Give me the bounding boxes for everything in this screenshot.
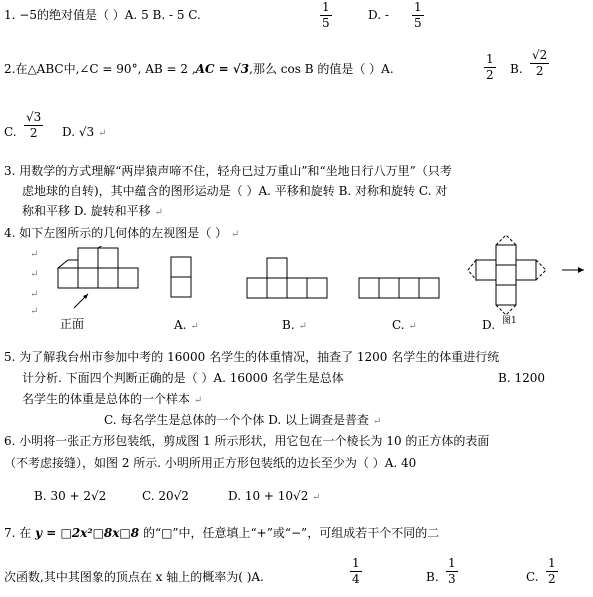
- q7-opt-b-fraction: $\frac{1}{3}$: [448, 556, 456, 586]
- q4-return-mark: ↵: [30, 269, 39, 280]
- q4-front-label: 正面: [60, 317, 85, 331]
- q6-line2: （不考虑接缝），如图 2 所示. 小明所用正方形包装纸的边长至少为（ ）A. 40: [4, 456, 417, 470]
- q4-opt-c-label: C. ↵: [392, 318, 417, 332]
- q7-opt-b-label: B.: [426, 570, 439, 584]
- q3-line1: 3. 用数学的方式理解“两岸猿声啼不住，轻舟已过万重山”和“坐地日行八万里”（只考: [4, 164, 452, 178]
- q4-opt-b-figure: [246, 256, 330, 300]
- q4-figure1-caption: 图1: [502, 316, 517, 326]
- q7-line2: 次函数,其中其图象的顶点在 x 轴上的概率为( )A.: [4, 570, 264, 584]
- q7-opt-c-fraction: $\frac{1}{2}$: [548, 556, 556, 586]
- q2-text: 2.在△ABC中,∠C = 90°, AB = 2 ,AC = √3,那么 cos B 的值是（ ）A.: [4, 62, 394, 76]
- q7-opt-a-fraction: $\frac{1}{4}$: [352, 556, 360, 586]
- q4-return-mark: ↵: [30, 249, 39, 260]
- q7-opt-c-label: C.: [526, 570, 539, 584]
- q6-opt-d: D. 10 + 10√2 ↵: [228, 489, 321, 503]
- q3-line3: 称和平移 D. 旋转和平移 ↵: [22, 204, 163, 218]
- q7-line1: 7. 在 y = □2x²□8x□8 的“□”中，任意填上“+”或“−”，可组成若干个不同的二: [4, 526, 440, 540]
- q4-opt-d-label: D.: [482, 318, 496, 332]
- q4-solid-figure: [50, 246, 140, 316]
- q1-opt-d-label: D. -: [368, 8, 389, 22]
- q4-text: 4. 如下左图所示的几何体的左视图是（ ） ↵: [4, 226, 240, 240]
- q1-opt-c-fraction: $\frac{1}{5}$: [322, 0, 330, 30]
- q4-return-mark: ↵: [30, 289, 39, 300]
- q3-line2: 虑地球的自转)，其中蕴含的图形运动是（ ）A. 平移和旋转 B. 对称和旋转 C. 对: [22, 184, 448, 198]
- q6-opt-b: B. 30 + 2√2: [34, 489, 107, 503]
- q5-line1: 5. 为了解我台州市参加中考的 16000 名学生的体重情况，抽查了 1200 名学生的体重进行统: [4, 350, 500, 364]
- q5-opt-b: B. 1200: [498, 371, 545, 385]
- q4-opt-a-figure: [170, 256, 194, 298]
- q2-opt-d: D. √3 ↵: [62, 125, 107, 139]
- q2-opt-c-label: C.: [4, 125, 17, 139]
- q1-text: 1. −5的绝对值是（ ）A. 5 B. - 5 C.: [4, 8, 201, 22]
- q4-return-mark: ↵: [30, 306, 39, 317]
- q4-opt-c-figure: [358, 276, 442, 300]
- q5-line4: C. 每名学生是总体的一个个体 D. 以上调查是普查 ↵: [104, 413, 382, 427]
- q6-line1: 6. 小明将一张正方形包装纸，剪成图 1 所示形状，用它包在一个棱长为 10 的正方体的表面: [4, 434, 490, 448]
- q1-opt-d-fraction: $\frac{1}{5}$: [414, 0, 422, 30]
- q5-line2: 计分析. 下面四个判断正确的是（ ）A. 16000 名学生是总体: [22, 371, 344, 385]
- q2-opt-c-fraction: $\frac{√3}{2}$: [26, 110, 42, 140]
- q2-opt-b-label: B.: [510, 62, 523, 76]
- q2-opt-b-fraction: $\frac{√2}{2}$: [532, 48, 548, 78]
- q4-opt-d-net-figure: [466, 233, 590, 317]
- q5-line3: 名学生的体重是总体的一个样本 ↵: [22, 392, 203, 406]
- q4-opt-a-label: A. ↵: [174, 318, 199, 332]
- q2-opt-a-fraction: $\frac{1}{2}$: [486, 52, 494, 82]
- q4-opt-b-label: B. ↵: [282, 318, 307, 332]
- q6-opt-c: C. 20√2: [142, 489, 189, 503]
